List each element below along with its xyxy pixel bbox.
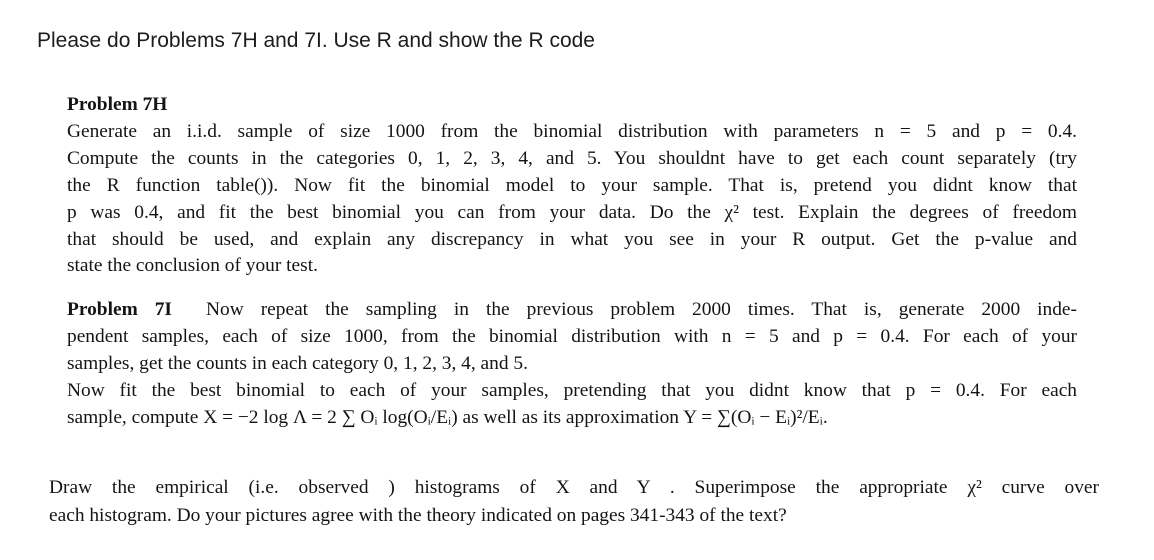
problem-7h-line: the R function table()). Now fit the binomial model to your sample. That is, pretend you didnt know that bbox=[67, 174, 1077, 196]
draw-task-line: Draw the empirical (i.e. observed ) histograms of X and Y . Superimpose the appropriate χ² curve over bbox=[49, 477, 1099, 498]
draw-task bbox=[49, 474, 1099, 529]
problem-7h-line: p was 0.4, and fit the best binomial you can from your data. Do the χ² test. Explain the degrees of freedom bbox=[67, 201, 1077, 223]
problem-7i-line: Now repeat the sampling in the previous problem 2000 times. That is, generate 2000 inde- bbox=[206, 299, 1077, 320]
problem-7i-line: sample, compute X = −2 log Λ = 2 ∑ Oᵢ log(Oᵢ/Eᵢ) as well as its approximation Y = ∑(Oᵢ − Eᵢ)²/Eᵢ. bbox=[67, 406, 828, 428]
problem-7h bbox=[67, 92, 1077, 280]
problem-7i-line: samples, get the counts in each category 0, 1, 2, 3, 4, and 5. bbox=[67, 352, 528, 374]
draw-task-line: each histogram. Do your pictures agree with the theory indicated on pages 341-343 of the text? bbox=[49, 504, 787, 526]
problem-7h-title: Problem 7H bbox=[67, 94, 168, 115]
problem-7i-line: pendent samples, each of size 1000, from the binomial distribution with n = 5 and p = 0.4. For each of your bbox=[67, 325, 1077, 347]
problem-7h-line: state the conclusion of your test. bbox=[67, 255, 318, 277]
instruction-text: Please do Problems 7H and 7I. Use R and show the R code bbox=[37, 29, 595, 52]
problem-7i-title: Problem 7I bbox=[67, 299, 172, 320]
problem-7h-line: that should be used, and explain any discrepancy in what you see in your R output. Get the p-value and bbox=[67, 228, 1077, 250]
problem-7i-first-line bbox=[67, 297, 1077, 324]
problem-7h-line: Compute the counts in the categories 0, 1, 2, 3, 4, and 5. You shouldnt have to get each count separately (try bbox=[67, 147, 1077, 169]
problem-7i-line: Now fit the best binomial to each of your samples, pretending that you didnt know that p = 0.4. For each bbox=[67, 379, 1077, 401]
problem-7i bbox=[67, 297, 1077, 432]
problem-7h-line: Generate an i.i.d. sample of size 1000 from the binomial distribution with parameters n = 5 and p = 0.4. bbox=[67, 120, 1077, 142]
